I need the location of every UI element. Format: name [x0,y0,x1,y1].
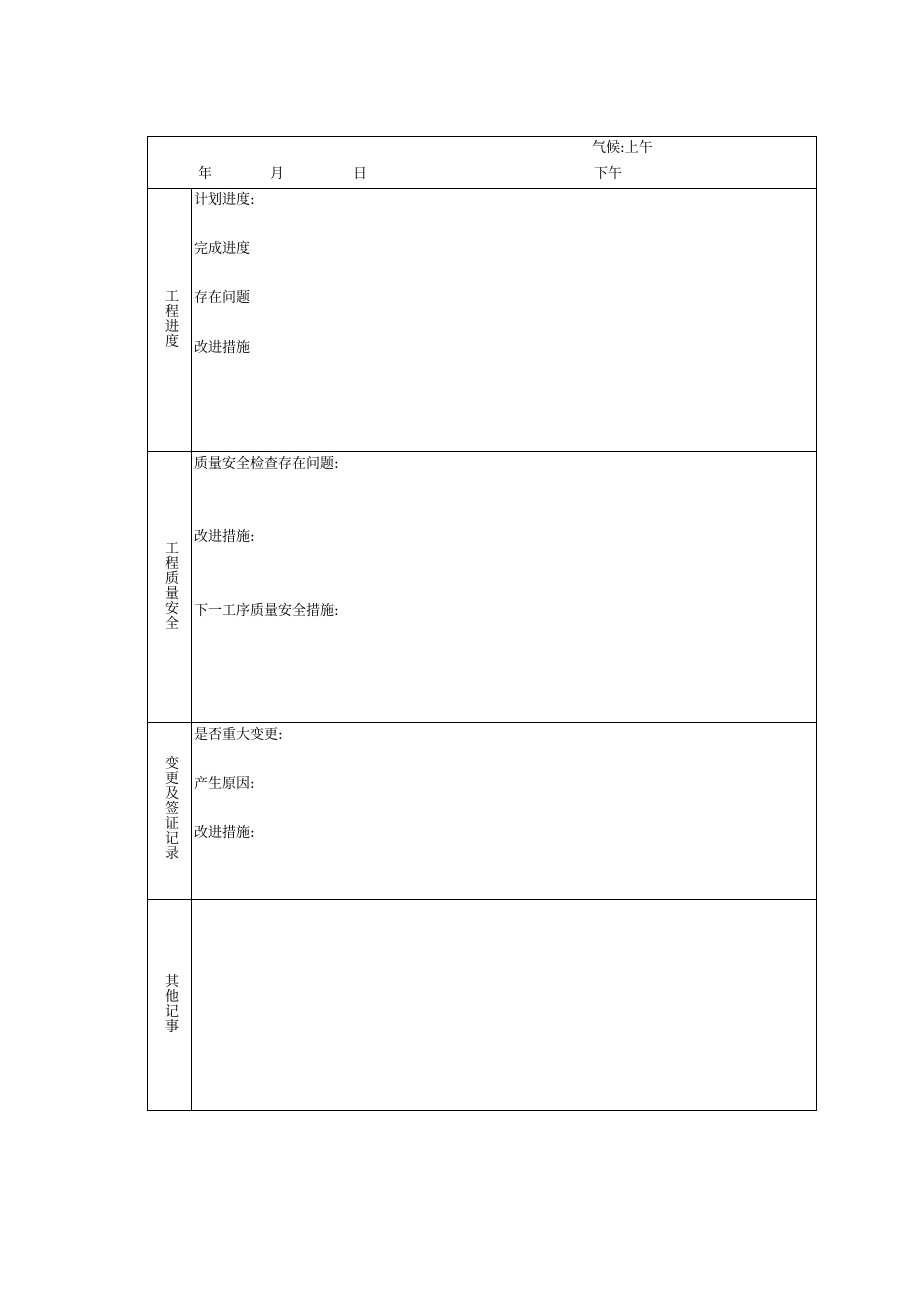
major-change-label: 是否重大变更: [194,727,283,743]
weather-am-label: 气候:上午 [592,140,653,156]
month-label: 月 [270,166,284,182]
section-label-cell [148,188,192,451]
section-content[interactable] [193,723,816,899]
section-label-other-notes: 其 他 记 事 [165,974,179,1035]
section-content[interactable] [193,900,816,1110]
section-content[interactable] [193,452,816,722]
construction-log-form [147,136,817,1111]
year-label: 年 [198,166,212,182]
section-label-cell [148,900,192,1110]
next-process-measures-label: 下一工序质量安全措施: [194,603,339,619]
section-change-visa [148,723,816,900]
section-label-cell [148,452,192,722]
section-quality-safety [148,452,816,723]
improvement-measures-label: 改进措施 [194,340,250,356]
header-row [148,137,816,189]
section-other-notes [148,900,816,1110]
section-progress [148,188,816,452]
change-improvement-label: 改进措施: [194,825,255,841]
completed-progress-label: 完成进度 [194,241,250,257]
planned-progress-label: 计划进度: [194,192,255,208]
weather-pm-label: 下午 [594,166,622,182]
section-label-change-visa: 变 更 及 签 证 记 录 [165,756,179,862]
existing-issues-label: 存在问题 [194,290,250,306]
quality-safety-issues-label: 质量安全检查存在问题: [194,456,339,472]
section-label-progress: 工 程 进 度 [165,289,179,350]
cause-label: 产生原因: [194,776,255,792]
section-label-quality-safety: 工 程 质 量 安 全 [165,541,179,632]
section-label-cell [148,723,192,899]
section-content[interactable] [193,188,816,451]
quality-improvement-label: 改进措施: [194,529,255,545]
day-label: 日 [353,166,367,182]
